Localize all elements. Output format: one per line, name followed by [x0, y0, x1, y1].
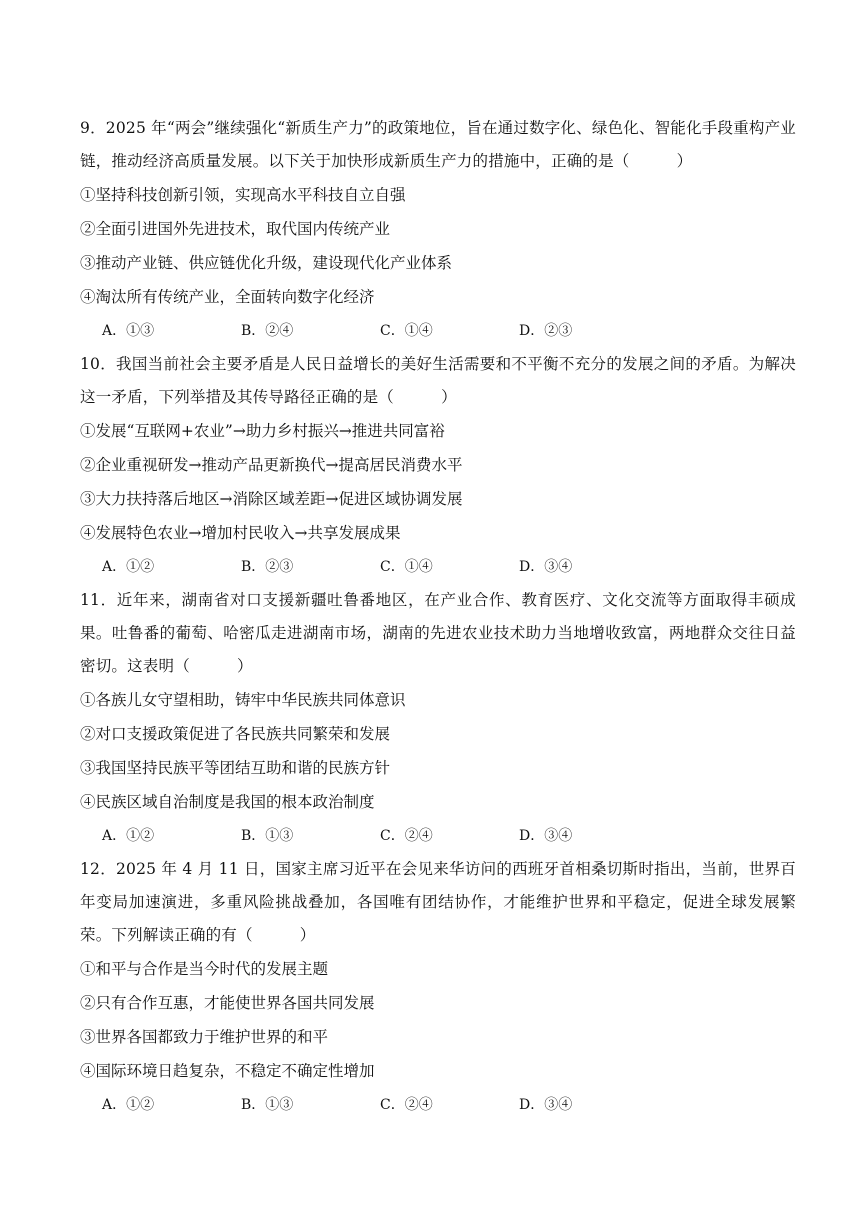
choice-c: C．②④	[380, 1097, 433, 1113]
statement-2: ②全面引进国外先进技术，取代国内传统产业	[80, 220, 391, 238]
question-stem: 11．近年来，湖南省对口支援新疆吐鲁番地区，在产业合作、教育医疗、文化交流等方面取得丰硕成果。吐鲁番的葡萄、哈密瓜走进湖南市场，湖南的先进农业技术助力当地增收致富，两地群众交往日益密切。这表明（ ）	[80, 591, 796, 675]
statement-3: ③世界各国都致力于维护世界的和平	[80, 1028, 329, 1046]
statement-1: ①发展“互联网+农业”→助力乡村振兴→推进共同富裕	[80, 422, 445, 440]
choice-b: B．①③	[241, 828, 294, 844]
statement-4: ④淘汰所有传统产业，全面转向数字化经济	[80, 288, 375, 306]
choice-c: C．①④	[380, 559, 433, 575]
choice-c: C．①④	[380, 323, 433, 339]
statement-2: ②只有合作互惠，才能使世界各国共同发展	[80, 994, 375, 1012]
statement-4: ④发展特色农业→增加村民收入→共享发展成果	[80, 524, 401, 542]
question-stem: 10．我国当前社会主要矛盾是人民日益增长的美好生活需要和不平衡不充分的发展之间的矛盾。为解决这一矛盾，下列举措及其传导路径正确的是（ ）	[80, 355, 796, 406]
choice-c: C．②④	[380, 828, 433, 844]
choice-a: A．①②	[102, 559, 155, 575]
statement-1: ①和平与合作是当今时代的发展主题	[80, 960, 329, 978]
question-10	[80, 348, 796, 584]
statement-1: ①坚持科技创新引领，实现高水平科技自立自强	[80, 186, 406, 204]
answer-choices	[80, 819, 796, 853]
statement-3: ③推动产业链、供应链优化升级，建设现代化产业体系	[80, 254, 453, 272]
answer-choices	[80, 314, 796, 348]
statement-4: ④民族区域自治制度是我国的根本政治制度	[80, 793, 375, 811]
question-list	[80, 112, 796, 1122]
statement-3: ③我国坚持民族平等团结互助和谐的民族方针	[80, 759, 391, 777]
choice-d: D．③④	[519, 828, 573, 844]
choice-b: B．①③	[241, 1097, 294, 1113]
choice-d: D．③④	[519, 1097, 573, 1113]
answer-choices	[80, 1088, 796, 1122]
choice-b: B．②③	[241, 559, 294, 575]
question-9	[80, 112, 796, 348]
choice-a: A．①②	[102, 1097, 155, 1113]
choice-b: B．②④	[241, 323, 294, 339]
statement-3: ③大力扶持落后地区→消除区域差距→促进区域协调发展	[80, 490, 463, 508]
choice-a: A．①③	[102, 323, 155, 339]
answer-choices	[80, 550, 796, 584]
choice-a: A．①②	[102, 828, 155, 844]
choice-d: D．③④	[519, 559, 573, 575]
statement-1: ①各族儿女守望相助，铸牢中华民族共同体意识	[80, 691, 406, 709]
statement-2: ②对口支援政策促进了各民族共同繁荣和发展	[80, 725, 391, 743]
statement-2: ②企业重视研发→推动产品更新换代→提高居民消费水平	[80, 456, 463, 474]
question-12	[80, 853, 796, 1122]
choice-d: D．②③	[519, 323, 573, 339]
question-11	[80, 584, 796, 853]
question-stem: 12．2025 年 4 月 11 日，国家主席习近平在会见来华访问的西班牙首相桑切斯时指出，当前，世界百年变局加速演进，多重风险挑战叠加，各国唯有团结协作，才能维护世界和平稳定，促进全球发展繁荣。下列解读正确的有（ ）	[80, 860, 796, 944]
statement-4: ④国际环境日趋复杂，不稳定不确定性增加	[80, 1062, 375, 1080]
question-stem: 9．2025 年“两会”继续强化“新质生产力”的政策地位，旨在通过数字化、绿色化、智能化手段重构产业链，推动经济高质量发展。以下关于加快形成新质生产力的措施中，正确的是（ ）	[80, 119, 796, 170]
